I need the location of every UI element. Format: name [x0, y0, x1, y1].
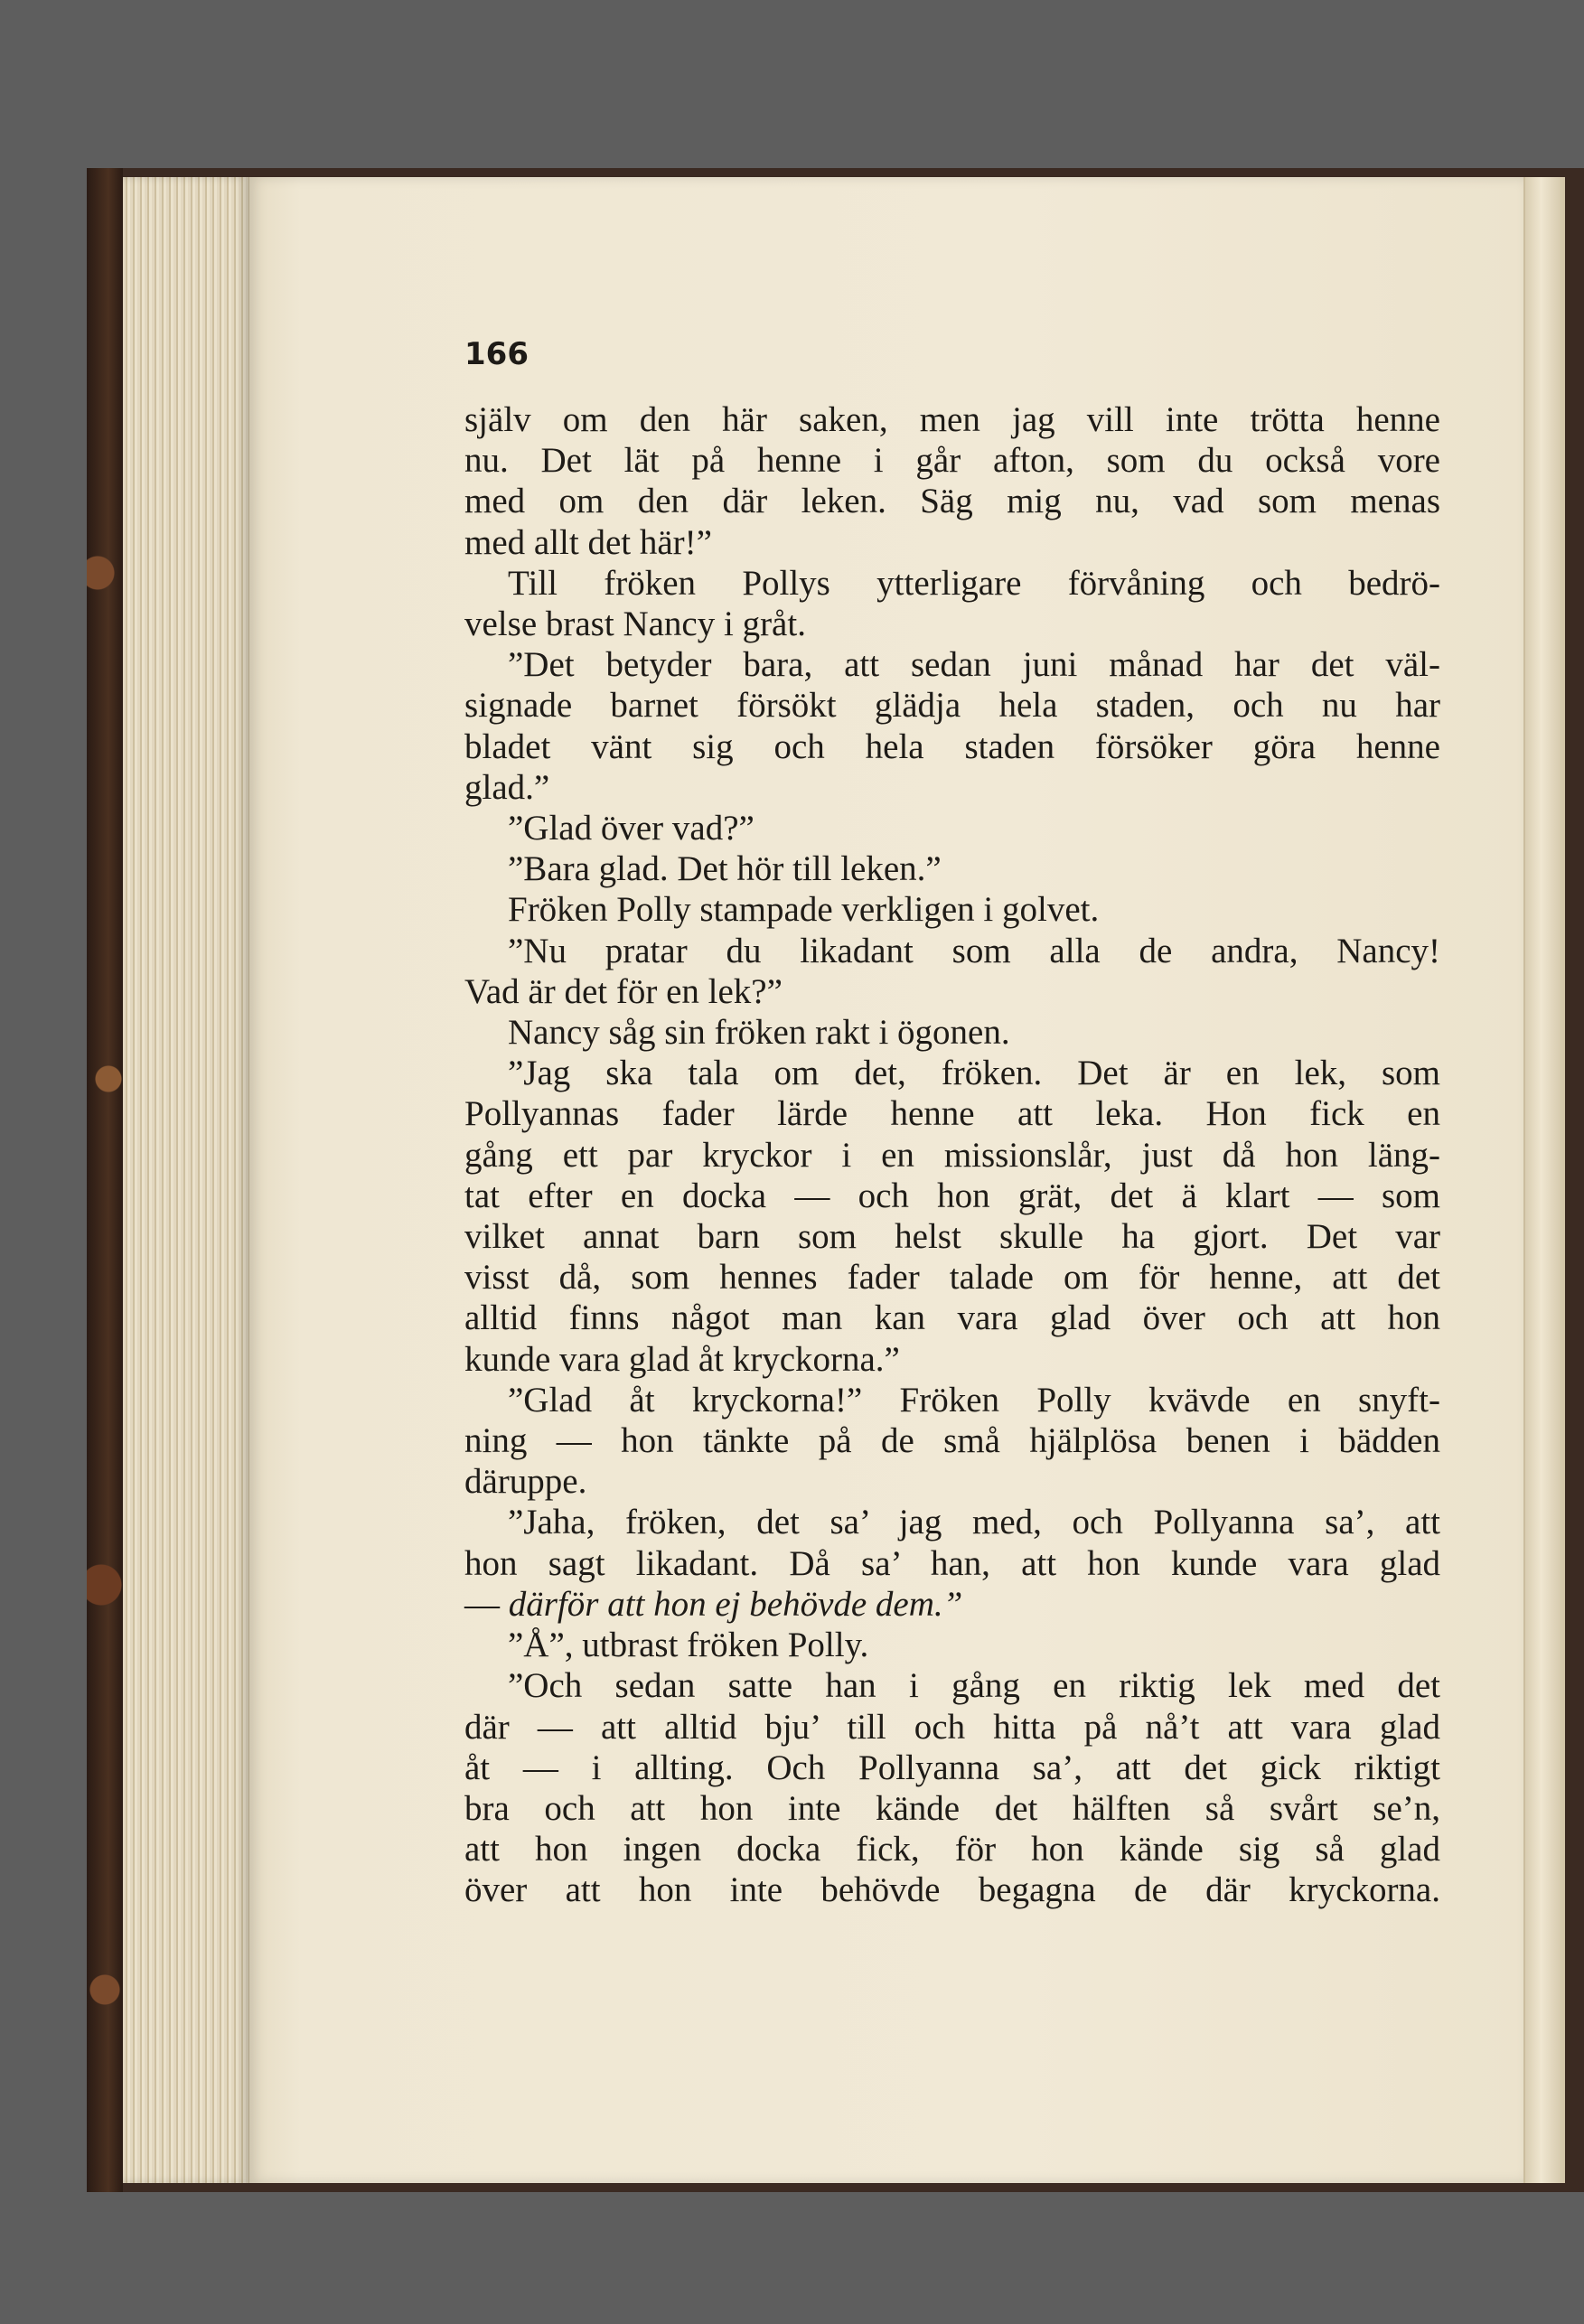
text-line: — därför att hon ej behövde dem.”	[464, 1584, 963, 1624]
text-line: ning — hon tänkte på de små hjälplösa benen i bädden	[464, 1421, 1440, 1461]
page-edges	[123, 177, 249, 2183]
facing-page-edge	[1523, 177, 1565, 2183]
text-line: ”Jag ska tala om det, fröken. Det är en lek, som	[508, 1054, 1440, 1093]
text-line: själv om den här saken, men jag vill inte trötta henne	[464, 400, 1440, 439]
text-line: där — att alltid bju’ till och hitta på nå’t att vara glad	[464, 1707, 1440, 1747]
marbled-spine	[87, 168, 123, 2192]
text-line: glad.”	[464, 767, 550, 807]
text-line: ”Och sedan satte han i gång en riktig lek med det	[508, 1666, 1440, 1706]
text-line: velse brast Nancy i gråt.	[464, 604, 806, 644]
text-line: ”Glad över vad?”	[508, 809, 755, 848]
page-text-block	[464, 327, 1440, 1911]
text-line: Till fröken Pollys ytterligare förvåning och bedrö-	[508, 563, 1440, 603]
page-number: 166	[464, 336, 529, 372]
text-line: vilket annat barn som helst skulle ha gjort. Det var	[464, 1217, 1440, 1257]
text-line: alltid finns något man kan vara glad över och att hon	[464, 1298, 1440, 1338]
text-line: nu. Det lät på henne i går afton, som du också vore	[464, 441, 1440, 481]
body-text	[464, 399, 1440, 1911]
text-line: däruppe.	[464, 1462, 587, 1502]
text-line: Vad är det för en lek?”	[464, 971, 783, 1011]
text-line: visst då, som hennes fader talade om för henne, att det	[464, 1258, 1440, 1298]
text-line: kunde vara glad åt kryckorna.”	[464, 1339, 900, 1379]
text-line: ”Bara glad. Det hör till leken.”	[508, 849, 942, 889]
text-line: Pollyannas fader lärde henne att leka. Hon fick en	[464, 1094, 1440, 1134]
text-line: att hon ingen docka fick, för hon kände sig så glad	[464, 1830, 1440, 1870]
text-line: Fröken Polly stampade verkligen i golvet.	[508, 890, 1100, 930]
text-line: över att hon inte behövde begagna de där kryckorna.	[464, 1870, 1440, 1910]
text-line: Nancy såg sin fröken rakt i ögonen.	[508, 1013, 1010, 1053]
text-line: tat efter en docka — och hon grät, det ä klart — som	[464, 1176, 1440, 1215]
text-line: signade barnet försökt glädja hela staden, och nu har	[464, 686, 1440, 726]
text-line: ”Å”, utbrast fröken Polly.	[508, 1626, 869, 1665]
text-line: åt — i allting. Och Pollyanna sa’, att det gick riktigt	[464, 1748, 1440, 1787]
text-line: med allt det här!”	[464, 522, 712, 562]
text-line: ”Glad åt kryckorna!” Fröken Polly kvävde en snyft-	[508, 1380, 1440, 1420]
text-line: bladet vänt sig och hela staden försöker göra henne	[464, 726, 1440, 766]
text-line: ”Det betyder bara, att sedan juni månad har det väl-	[508, 645, 1440, 685]
text-line: bra och att hon inte kände det hälften så svårt se’n,	[464, 1788, 1440, 1828]
text-line: ”Nu pratar du likadant som alla de andra, Nancy!	[508, 931, 1440, 970]
text-line: hon sagt likadant. Då sa’ han, att hon kunde vara glad	[464, 1543, 1440, 1583]
text-line: med om den där leken. Säg mig nu, vad som menas	[464, 482, 1440, 521]
text-line: gång ett par kryckor i en missionslår, just då hon läng-	[464, 1135, 1440, 1175]
text-line: ”Jaha, fröken, det sa’ jag med, och Pollyanna sa’, att	[508, 1503, 1440, 1542]
